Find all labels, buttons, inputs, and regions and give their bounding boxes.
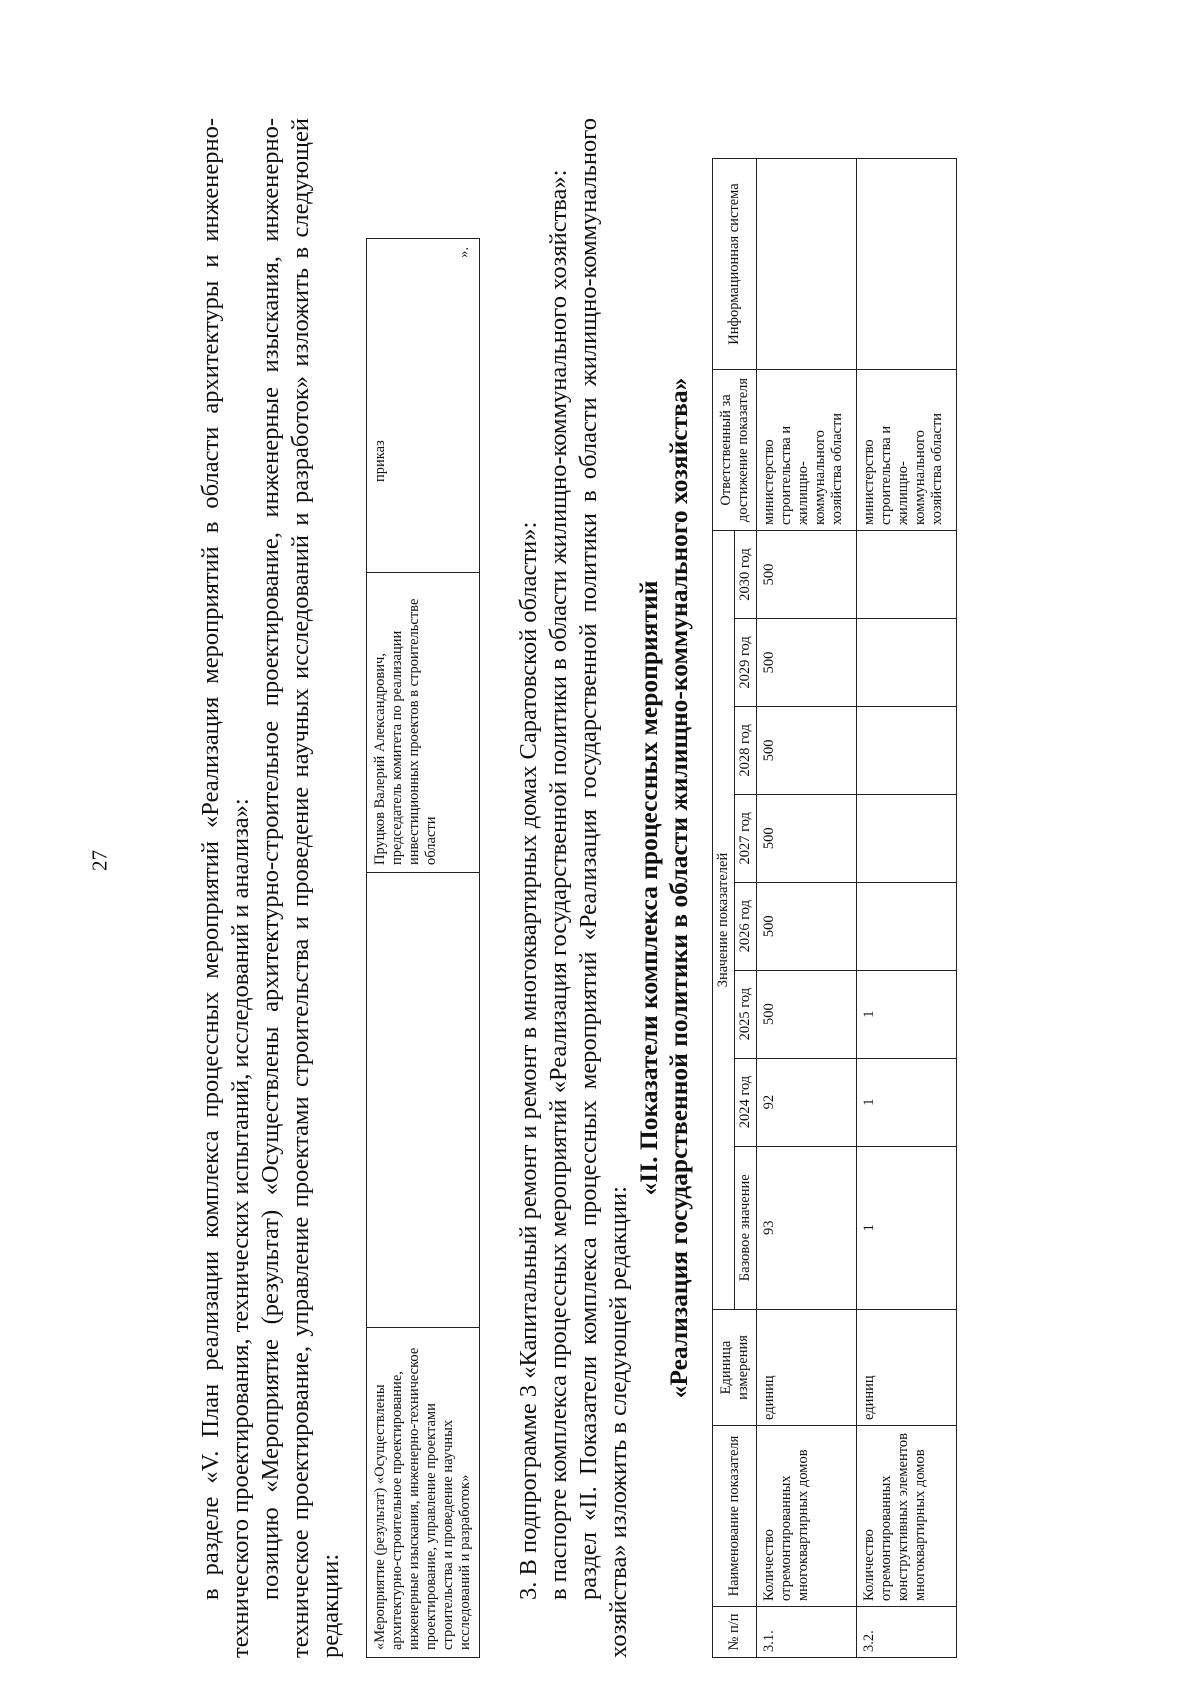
col-name: Наименование показателя	[713, 1426, 757, 1607]
indicators-table	[712, 158, 957, 1658]
cell-value: 500	[757, 882, 857, 970]
table-row	[757, 159, 857, 1658]
cell-value: 92	[757, 1058, 857, 1146]
cell-value	[857, 618, 957, 706]
document-cell: приказ ».	[367, 239, 480, 573]
cell-value	[857, 531, 957, 619]
col-responsible: Ответственный за достижение показателя	[713, 370, 757, 531]
event-table	[366, 238, 480, 1658]
cell-value: 500	[757, 970, 857, 1058]
cell-value: 1	[857, 970, 957, 1058]
col-2029: 2029 год	[735, 618, 757, 706]
cell-value	[857, 794, 957, 882]
cell-unit: единиц	[857, 1310, 957, 1426]
cell-value: 500	[757, 794, 857, 882]
cell-value: 500	[757, 706, 857, 794]
rotated-content	[118, 118, 1198, 1658]
cell-no: 3.1.	[757, 1607, 857, 1658]
cell-infosystem	[857, 159, 957, 370]
table-row	[857, 159, 957, 1658]
cell-no: 3.2.	[857, 1607, 957, 1658]
col-infosystem: Информационная система	[713, 159, 757, 370]
col-unit: Единица измерения	[713, 1310, 757, 1426]
cell-infosystem	[757, 159, 857, 370]
col-2028: 2028 год	[735, 706, 757, 794]
cell-value: 1	[857, 1146, 957, 1309]
cell-value: 500	[757, 618, 857, 706]
cell-value: 1	[857, 1058, 957, 1146]
event-blank-cell	[367, 873, 480, 1328]
paragraph-5: раздел «II. Показатели комплекса процессных мероприятий «Реализация государственной политики в области жилищно-коммунального хозяйства» изложить в следующей редакции:	[575, 118, 632, 1658]
cell-value	[857, 882, 957, 970]
col-base: Базовое значение	[735, 1146, 757, 1309]
col-no: № п/п	[713, 1607, 757, 1658]
cell-responsible: министерство строительства и жилищно-коммунального хозяйства области	[857, 370, 957, 531]
col-values-group: Значение показателей	[713, 531, 735, 1310]
page-number: 27	[87, 850, 112, 871]
cell-name: Количество отремонтированных многоквартирных домов	[757, 1426, 857, 1607]
col-2025: 2025 год	[735, 970, 757, 1058]
event-cell: «Мероприятие (результат) «Осуществлены архитектурно-строительное проектирование, инженерные изыскания, инженерно-техническое проектирование, управление проектами строительства и проведение научных исследований и разработок»	[367, 1328, 480, 1658]
col-2024: 2024 год	[735, 1058, 757, 1146]
paragraph-3: 3. В подпрограмме 3 «Капитальный ремонт и ремонт в многоквартирных домах Саратовской области»:	[515, 521, 542, 1600]
responsible-cell: Пруцков Валерий Александрович, председатель комитета по реализации инвестиционных проектов в строительстве области	[367, 573, 480, 873]
cell-name: Количество отремонтированных конструктивных элементов многоквартирных домов	[857, 1426, 957, 1607]
cell-value: 500	[757, 531, 857, 619]
section-heading-1: «II. Показатели комплекса процессных мероприятий	[634, 580, 663, 1196]
cell-unit: единиц	[757, 1310, 857, 1426]
section-heading-2: «Реализация государственной политики в области жилищно-коммунального хозяйства»	[664, 377, 693, 1399]
paragraph-1: в разделе «V. План реализации комплекса процессных мероприятий «Реализация мероприятий в области архитектуры и инженерно-технического проектирования, технических испытаний, исследований и анализа»:	[197, 118, 254, 1658]
col-2027: 2027 год	[735, 794, 757, 882]
cell-value	[857, 706, 957, 794]
col-2030: 2030 год	[735, 531, 757, 619]
paragraph-4: в паспорте комплекса процессных мероприятий «Реализация государственной политики в области жилищно-коммунального хозяйства»:	[545, 169, 572, 1600]
col-2026: 2026 год	[735, 882, 757, 970]
cell-responsible: министерство строительства и жилищно-коммунального хозяйства области	[757, 370, 857, 531]
paragraph-2: позицию «Мероприятие (результат) «Осуществлены архитектурно-строительное проектирование, инженерные изыскания, инженерно-техническое проектирование, управление проектами строительства и проведение научных исследований и разработок» изложить в следующей редакции:	[257, 118, 344, 1658]
cell-value: 93	[757, 1146, 857, 1309]
